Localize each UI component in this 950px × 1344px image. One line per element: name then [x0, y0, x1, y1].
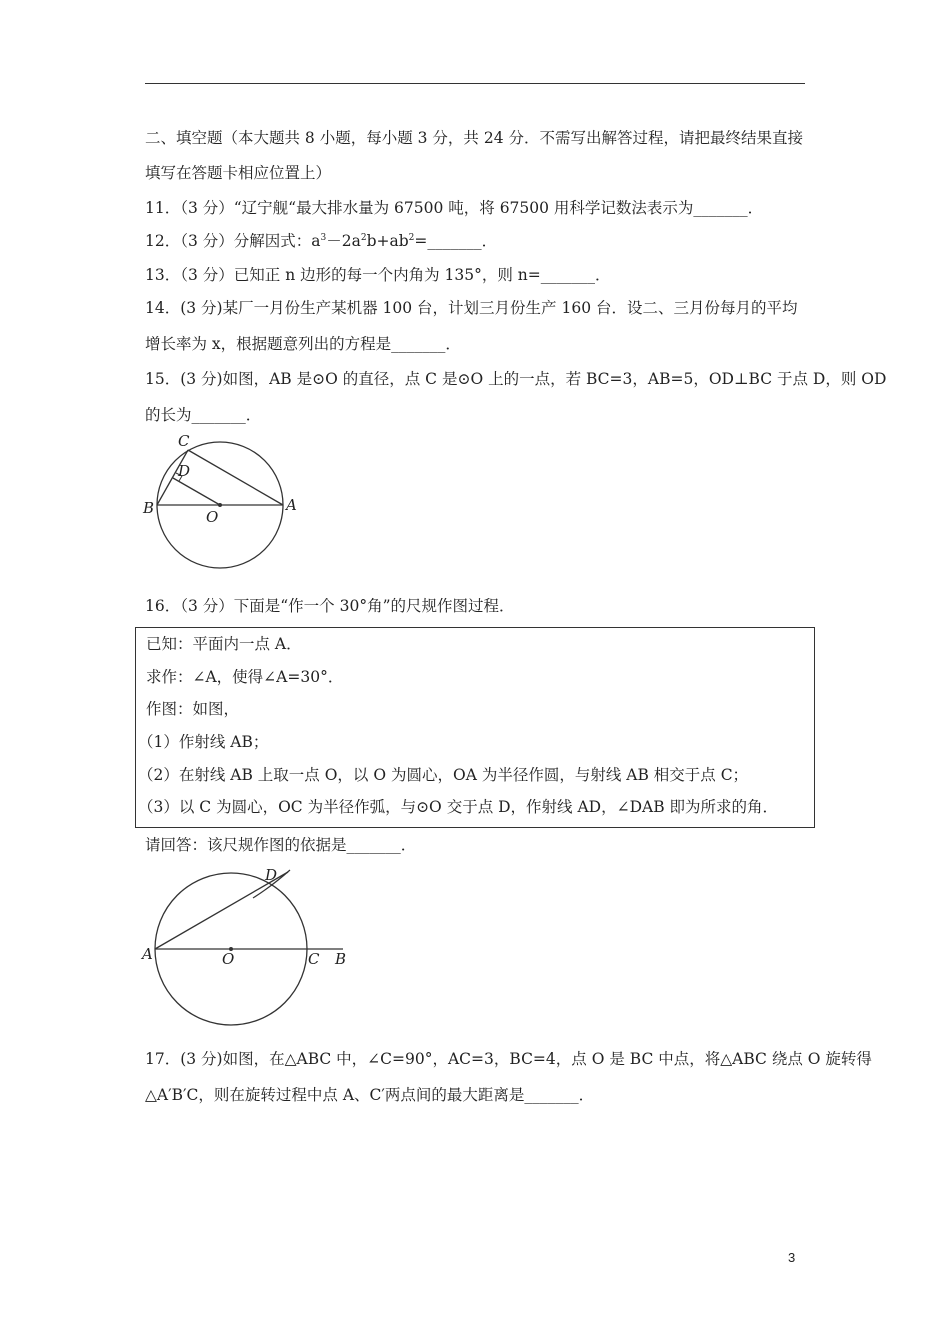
q15-chord-ca — [188, 450, 283, 505]
q12-mid2: b+ab — [366, 232, 409, 250]
q12-prefix: 12．（3 分）分解因式：a — [145, 232, 321, 250]
q16-box-line2: 求作：∠A，使得∠A=30°． — [146, 668, 344, 686]
q15-label-c: C — [178, 432, 190, 450]
question-12 — [145, 231, 497, 251]
q16-label-c: C — [308, 950, 320, 968]
q16-figure — [140, 860, 360, 1030]
question-13: 13．（3 分）已知正 n 边形的每一个内角为 135°，则 n=_______． — [145, 266, 611, 284]
q15-center-point — [218, 503, 222, 507]
q16-label-o: O — [222, 950, 235, 968]
q15-label-a: A — [286, 496, 297, 514]
q16-label-d: D — [265, 866, 278, 884]
q12-sup3: 2 — [408, 232, 415, 243]
question-14-line1: 14．(3 分)某厂一月份生产某机器 100 台，计划三月份生产 160 台．设二、三月份每月的平均 — [145, 299, 798, 317]
q15-label-b: B — [143, 499, 155, 517]
question-17-line1: 17．(3 分)如图，在△ABC 中，∠C=90°，AC=3，BC=4，点 O 是 BC 中点，将△ABC 绕点 O 旋转得 — [145, 1050, 872, 1068]
question-17-line2: △A′B′C，则在旋转过程中点 A、C′两点间的最大距离是_______． — [145, 1086, 595, 1104]
q16-box-line4: （1）作射线 AB； — [138, 733, 269, 751]
q16-label-a: A — [142, 945, 153, 963]
q15-segment-od — [173, 478, 220, 505]
q12-mid1: －2a — [326, 232, 361, 250]
q16-label-b: B — [335, 950, 347, 968]
question-15-line1: 15．(3 分)如图，AB 是⊙O 的直径，点 C 是⊙O 上的一点，若 BC=3，AB=5，OD⊥BC 于点 D，则 OD — [145, 370, 887, 388]
header-rule — [145, 83, 805, 84]
section-title-line1: 二、填空题（本大题共 8 小题，每小题 3 分，共 24 分．不需写出解答过程，请把最终结果直接 — [145, 129, 804, 147]
q16-box-line3: 作图：如图， — [146, 700, 240, 718]
page-number: 3 — [788, 1250, 796, 1265]
q16-box-line5: （2）在射线 AB 上取一点 O，以 O 为圆心，OA 为半径作圆，与射线 AB 相交于点 C； — [138, 766, 749, 784]
q16-box-line1: 已知：平面内一点 A． — [146, 635, 302, 653]
q15-label-d: D — [178, 462, 191, 480]
question-16-intro: 16．（3 分）下面是“作一个 30°角”的尺规作图过程． — [145, 597, 515, 615]
q12-sup2: 2 — [360, 232, 367, 243]
q12-suffix: =_______． — [414, 232, 498, 250]
q15-label-o: O — [206, 508, 219, 526]
q12-sup1: 3 — [320, 232, 327, 243]
question-11: 11．（3 分）“辽宁舰“最大排水量为 67500 吨，将 67500 用科学记数法表示为_______． — [145, 199, 764, 217]
q16-construction-box — [135, 627, 815, 828]
q16-box-line6: （3）以 C 为圆心，OC 为半径作弧，与⊙O 交于点 D，作射线 AD，∠DAB 即为所求的角． — [138, 798, 779, 816]
question-16-answer: 请回答：该尺规作图的依据是_______． — [145, 836, 417, 854]
question-14-line2: 增长率为 x，根据题意列出的方程是_______． — [145, 335, 461, 353]
q15-figure — [140, 430, 310, 580]
question-15-line2: 的长为_______． — [145, 406, 262, 424]
section-title-line2: 填写在答题卡相应位置上） — [145, 164, 332, 182]
